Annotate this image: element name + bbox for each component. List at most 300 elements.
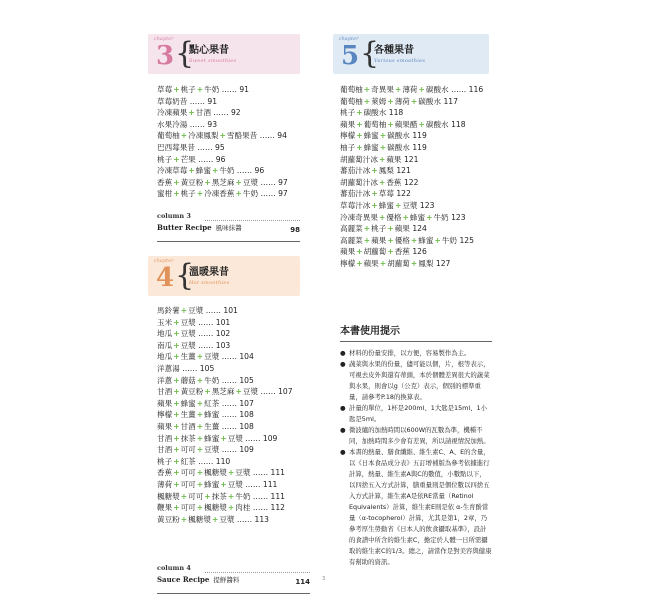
chapter-label: chapter	[154, 37, 174, 42]
plus-icon: +	[235, 189, 242, 199]
plus-icon: +	[379, 258, 387, 268]
recipe-ingredient: 胡蘿蔔汁冰	[340, 154, 378, 164]
plus-icon: +	[180, 306, 188, 315]
recipe-entry	[340, 119, 500, 131]
recipe-entry	[340, 223, 500, 235]
column-label: column 4	[157, 564, 191, 572]
recipe-ingredient: 冷凍蘋果	[157, 108, 188, 118]
plus-icon: +	[173, 387, 180, 397]
recipe-ingredient: 薄荷	[394, 96, 410, 106]
plus-icon: +	[418, 85, 425, 94]
recipe-entry	[157, 165, 302, 177]
recipe-ingredient: 檸檬	[340, 258, 356, 268]
guide-note-text: 材料的份量安排，以方便，容易製作為主。	[349, 349, 471, 357]
plus-icon: +	[188, 108, 195, 118]
recipe-ingredient: 香蕉	[157, 468, 173, 478]
recipe-ingredient: 葡萄柚	[157, 131, 180, 141]
plus-icon: +	[220, 433, 227, 443]
recipe-ingredient: 豆漿 …… 109	[204, 445, 254, 455]
plus-icon: +	[173, 503, 180, 513]
plus-icon: +	[371, 200, 378, 210]
recipe-entry	[340, 246, 500, 258]
plus-icon: +	[173, 177, 180, 187]
bullet-icon: ●	[340, 448, 346, 456]
recipe-ingredient: 牛奶 123	[433, 212, 466, 222]
recipe-entry	[157, 142, 302, 154]
recipe-entry	[340, 200, 500, 212]
recipe-ingredient: 蜂蜜	[204, 479, 220, 489]
recipe-ingredient: 牛奶 …… 97	[242, 189, 288, 199]
plus-icon: +	[204, 491, 211, 501]
plus-icon: +	[387, 119, 394, 129]
plus-icon: +	[211, 514, 219, 524]
plus-icon: +	[173, 468, 180, 478]
recipe-ingredient: 桃子	[340, 108, 356, 118]
recipe-ingredient: 蜂蜜	[363, 142, 379, 152]
plus-icon: +	[211, 166, 219, 176]
plus-icon: +	[410, 96, 418, 106]
chapter-subtitle: Sweet smoothies	[189, 58, 237, 64]
recipe-ingredient: 桃子	[157, 154, 173, 164]
guide-title: 本書使用提示	[340, 326, 400, 337]
guide-note	[340, 447, 492, 568]
recipe-ingredient: 葡萄柚	[340, 96, 363, 106]
chapter-title: 點心果昔	[189, 45, 229, 56]
recipe-ingredient: 高麗菜	[340, 224, 363, 234]
plus-icon: +	[371, 166, 378, 176]
recipe-ingredient: 可可	[180, 479, 196, 489]
recipe-ingredient: 可可	[180, 503, 196, 513]
plus-icon: +	[394, 200, 402, 210]
recipe-ingredient: 鞭果	[157, 503, 173, 513]
guide-note-text: 蔬菜與水果的份量，儘可能以個，片，根等表示，可視去皮外與還有蒂頭，本於個體差異很大的蔬菜與水果，則會以g（公克）表示，個別的標準重量，請參考P.18的換算表。	[349, 360, 490, 401]
plus-icon: +	[356, 119, 363, 129]
recipe-ingredient: 紅茶 …… 110	[180, 456, 231, 466]
column-title-en: Sauce Recipe	[157, 575, 210, 584]
recipe-ingredient: 蘋果醋	[394, 119, 418, 129]
recipe-ingredient: 可可	[188, 491, 204, 501]
chapter-number: 5	[341, 41, 360, 71]
chapter-label: chapter	[339, 37, 359, 42]
plus-icon: +	[173, 398, 180, 408]
column-title-zh: 提鮮醬料	[213, 576, 240, 584]
recipe-ingredient: 蜂蜜	[409, 212, 426, 222]
recipe-ingredient: 地瓜	[157, 352, 173, 362]
plus-icon: +	[363, 85, 371, 94]
dotted-rule	[205, 572, 310, 573]
recipe-ingredient: 地瓜	[157, 329, 173, 339]
recipe-ingredient: 蜂蜜 …… 108	[204, 410, 254, 420]
recipe-ingredient: 香蕉 126	[394, 247, 427, 257]
recipe-ingredient: 草莓	[157, 85, 173, 94]
plus-icon: +	[173, 85, 180, 94]
chapter-4-recipe-list	[157, 305, 302, 525]
chapter-label: chapter	[154, 259, 174, 264]
recipe-entry	[340, 130, 500, 142]
plus-icon: +	[378, 212, 386, 222]
recipe-ingredient: 碳酸水 117	[418, 96, 458, 106]
plus-icon: +	[173, 352, 180, 362]
recipe-ingredient: 鳳梨 121	[378, 166, 411, 176]
recipe-ingredient: 薄荷	[157, 479, 173, 489]
recipe-ingredient: 抹茶	[211, 491, 227, 501]
recipe-entry	[157, 491, 302, 503]
recipe-entry	[157, 444, 302, 456]
recipe-ingredient: 洋蔥	[157, 375, 173, 385]
recipe-ingredient: 黃豆粉	[180, 387, 204, 397]
plus-icon: +	[410, 258, 418, 268]
recipe-entry	[340, 107, 500, 119]
recipe-ingredient: 碳酸水 …… 116	[425, 85, 484, 94]
recipe-ingredient: 蕃茄汁冰	[340, 166, 371, 176]
recipe-entry	[157, 305, 302, 317]
recipe-ingredient: 蜂蜜	[180, 398, 196, 408]
plus-icon: +	[356, 142, 363, 152]
plus-icon: +	[204, 177, 211, 187]
plus-icon: +	[196, 189, 204, 199]
recipe-ingredient: 冷凍香蕉	[204, 189, 235, 199]
plus-icon: +	[418, 119, 425, 129]
column-page-number: 114	[295, 578, 310, 586]
plus-icon: +	[235, 177, 242, 187]
plus-icon: +	[371, 189, 378, 199]
plus-icon: +	[378, 154, 386, 164]
plus-icon: +	[196, 421, 204, 431]
plus-icon: +	[196, 398, 204, 408]
recipe-ingredient: 牛奶 …… 96	[219, 166, 265, 176]
recipe-entry	[340, 212, 500, 224]
plus-icon: +	[180, 131, 188, 141]
recipe-entry	[340, 84, 500, 96]
recipe-ingredient: 香蕉 122	[386, 177, 419, 187]
recipe-ingredient: 牛奶 …… 105	[204, 375, 254, 385]
recipe-ingredient: 高麗菜	[340, 235, 363, 245]
chapter-4-section	[148, 256, 300, 296]
plus-icon: +	[196, 433, 204, 443]
recipe-entry	[157, 479, 302, 491]
plus-icon: +	[173, 375, 180, 385]
recipe-ingredient: 甘酒	[157, 387, 173, 397]
plus-icon: +	[196, 445, 204, 455]
recipe-ingredient: 薄荷	[402, 85, 418, 94]
plus-icon: +	[379, 131, 387, 141]
plus-icon: +	[387, 224, 394, 234]
recipe-ingredient: 蘋果	[157, 421, 173, 431]
recipe-ingredient: 蜂蜜	[195, 166, 211, 176]
recipe-ingredient: 鳳梨 127	[418, 258, 451, 268]
plus-icon: +	[173, 340, 180, 350]
plus-icon: +	[173, 189, 180, 199]
guide-note	[340, 359, 492, 403]
guide-note	[340, 348, 492, 359]
bullet-icon: ●	[340, 349, 346, 357]
recipe-ingredient: 碳酸水 119	[387, 131, 427, 141]
recipe-entry	[157, 433, 302, 445]
recipe-ingredient: 蜜柑	[157, 189, 173, 199]
recipe-ingredient: 胡蘿蔔汁冰	[340, 177, 378, 187]
chapter-3-recipe-list	[157, 84, 302, 200]
recipe-ingredient: 檸檬	[340, 131, 356, 141]
chapter-4-header	[148, 256, 300, 296]
recipe-ingredient: 蘋果	[371, 235, 387, 245]
chapter-subtitle: Hot smoothies	[189, 280, 230, 286]
recipe-ingredient: 牛奶 125	[441, 235, 474, 245]
recipe-ingredient: 巴西莓果昔 …… 95	[157, 142, 225, 152]
bullet-icon: ●	[340, 404, 346, 412]
recipe-entry	[340, 177, 500, 189]
recipe-ingredient: 桃子	[180, 85, 196, 94]
recipe-ingredient: 豆漿 …… 101	[180, 317, 231, 327]
guide-note	[340, 425, 492, 447]
plus-icon: +	[196, 479, 204, 489]
guide-notes	[340, 348, 492, 568]
recipe-ingredient: 楓糖漿	[204, 503, 227, 513]
plus-icon: +	[173, 317, 180, 327]
recipe-ingredient: 可可	[180, 445, 196, 455]
plus-icon: +	[378, 177, 386, 187]
recipe-ingredient: 蜂蜜	[363, 131, 379, 141]
recipe-ingredient: 豆漿 …… 107	[242, 387, 293, 397]
plus-icon: +	[387, 235, 394, 245]
recipe-ingredient: 洋蔥湯 …… 105	[157, 363, 215, 373]
recipe-ingredient: 紅茶 …… 107	[204, 398, 254, 408]
recipe-ingredient: 豆漿 …… 103	[180, 340, 231, 350]
recipe-entry	[157, 340, 302, 352]
recipe-ingredient: 蘋果	[340, 247, 356, 257]
recipe-ingredient: 芒果 …… 96	[180, 154, 226, 164]
chapter-number: 3	[156, 41, 175, 71]
recipe-ingredient: 蘋果	[340, 119, 356, 129]
recipe-ingredient: 香蕉	[157, 177, 173, 187]
recipe-ingredient: 草莓 122	[378, 189, 411, 199]
plus-icon: +	[227, 491, 235, 501]
recipe-ingredient: 蘋果 121	[386, 154, 419, 164]
plus-icon: +	[356, 131, 363, 141]
guide-note-text: 計量的單位，1杯是200ml、1大匙是15ml、1小匙是5ml。	[349, 404, 487, 423]
recipe-entry	[340, 165, 500, 177]
guide-note-text: 本書的熱量、膳食纖維、維生素C、A、E的含量，以《日本食品成分表》五訂增補版為參考依據進行計算，熱量、維生素A與C的數值，小數點以下，以四捨五入方式計算，膳重量則是個位數以四捨五入方式計算，維生素A是依RE當量（Retinol Equivalents）計算，維生素E則是依 α-生育酚當量（α-tocopherol）計算，尤其是第1，2章，乃參考厚生勞動省《日本人的飲食攝取基準》，設計的食譜中所含的維生素C，擔定於人體一日所需攝取的維生素C的1/3。總之，請當作是對美容與健康有幫助的資訊。	[349, 448, 492, 566]
plus-icon: +	[196, 352, 204, 362]
column-page-number: 98	[290, 226, 300, 234]
recipe-ingredient: 桃子	[371, 224, 387, 234]
column-title	[157, 223, 300, 232]
recipe-ingredient: 冷凍鳳梨	[188, 131, 219, 141]
recipe-entry	[157, 317, 302, 329]
plus-icon: +	[434, 235, 441, 245]
recipe-ingredient: 葡萄柚	[363, 119, 387, 129]
recipe-entry	[157, 514, 302, 526]
plus-icon: +	[196, 375, 204, 385]
recipe-entry	[157, 467, 302, 479]
recipe-entry	[340, 235, 500, 247]
recipe-ingredient: 黃豆粉	[180, 177, 204, 187]
recipe-ingredient: 牛奶 …… 111	[235, 491, 285, 501]
plus-icon: +	[227, 503, 235, 513]
recipe-ingredient: 豆漿 123	[402, 200, 435, 210]
plus-icon: +	[387, 96, 394, 106]
page-number: 3	[322, 576, 326, 582]
recipe-entry	[157, 456, 302, 468]
plus-icon: +	[402, 212, 409, 222]
column-title-en: Butter Recipe	[157, 223, 212, 232]
recipe-ingredient: 楓糖漿	[204, 468, 227, 478]
recipe-ingredient: 豆漿 …… 97	[242, 177, 288, 187]
recipe-ingredient: 甘酒 …… 92	[195, 108, 241, 118]
column-bottom-rule	[157, 593, 310, 594]
plus-icon: +	[379, 142, 387, 152]
plus-icon: +	[173, 433, 180, 443]
plus-icon: +	[219, 131, 226, 141]
plus-icon: +	[173, 410, 180, 420]
recipe-entry	[340, 188, 500, 200]
recipe-entry	[157, 188, 302, 200]
usage-guide	[340, 322, 492, 568]
recipe-ingredient: 豆漿 …… 111	[227, 479, 278, 489]
recipe-ingredient: 碳酸水 118	[425, 119, 466, 129]
recipe-entry	[340, 96, 500, 108]
recipe-entry	[157, 409, 302, 421]
plus-icon: +	[196, 410, 204, 420]
recipe-entry	[157, 421, 302, 433]
recipe-ingredient: 甘酒	[157, 433, 173, 443]
column-4-box	[157, 564, 310, 596]
recipe-ingredient: 豆漿 …… 113	[219, 514, 270, 524]
recipe-entry	[157, 502, 302, 514]
recipe-entry	[157, 328, 302, 340]
chapter-3-header	[148, 34, 300, 74]
plus-icon: +	[173, 445, 180, 455]
recipe-ingredient: 優格	[386, 212, 402, 222]
recipe-entry	[157, 130, 302, 142]
plus-icon: +	[363, 235, 371, 245]
bullet-icon: ●	[340, 360, 346, 368]
chapter-3-section	[148, 34, 300, 74]
recipe-ingredient: 甘酒	[157, 445, 173, 455]
recipe-entry	[340, 258, 500, 270]
recipe-ingredient: 蘋果	[363, 258, 379, 268]
recipe-ingredient: 南瓜	[157, 340, 173, 350]
recipe-ingredient: 蜂蜜	[418, 235, 434, 245]
plus-icon: +	[173, 329, 180, 339]
bullet-icon: ●	[340, 426, 346, 434]
plus-icon: +	[220, 479, 227, 489]
recipe-ingredient: 黑芝麻	[211, 387, 235, 397]
recipe-entry	[157, 154, 302, 166]
recipe-entry	[340, 154, 500, 166]
plus-icon: +	[173, 154, 180, 164]
recipe-ingredient: 馬鈴薯	[157, 306, 180, 315]
plus-icon: +	[363, 224, 371, 234]
recipe-ingredient: 碳酸水 118	[363, 108, 404, 118]
plus-icon: +	[394, 85, 402, 94]
recipe-ingredient: 冷凍奇異果	[340, 212, 378, 222]
recipe-ingredient: 檸檬	[157, 410, 173, 420]
plus-icon: +	[196, 503, 204, 513]
plus-icon: +	[196, 85, 204, 94]
chapter-title: 溫暖果昔	[189, 267, 229, 278]
recipe-entry	[157, 351, 302, 363]
plus-icon: +	[356, 108, 363, 118]
recipe-ingredient: 優格	[394, 235, 410, 245]
recipe-ingredient: 豆漿 …… 109	[227, 433, 278, 443]
recipe-entry	[157, 386, 302, 398]
recipe-ingredient: 蘋果 124	[394, 224, 427, 234]
recipe-entry	[157, 375, 302, 387]
recipe-ingredient: 冷凍草莓	[157, 166, 188, 176]
dotted-rule	[205, 220, 300, 221]
recipe-ingredient: 黑芝麻	[211, 177, 235, 187]
recipe-ingredient: 抹茶	[180, 433, 196, 443]
recipe-ingredient: 柚子	[340, 142, 356, 152]
plus-icon: +	[180, 491, 188, 501]
recipe-ingredient: 桃子	[180, 189, 196, 199]
plus-icon: +	[235, 387, 242, 397]
recipe-ingredient: 蘑菇	[180, 375, 196, 385]
recipe-entry	[157, 398, 302, 410]
plus-icon: +	[180, 514, 188, 524]
recipe-ingredient: 蘋果	[157, 398, 173, 408]
column-label: column 3	[157, 212, 191, 220]
recipe-ingredient: 萊姆	[371, 96, 387, 106]
plus-icon: +	[426, 212, 433, 222]
brace-decoration: {	[360, 36, 380, 71]
plus-icon: +	[188, 166, 195, 176]
plus-icon: +	[173, 421, 180, 431]
recipe-ingredient: 豆漿 …… 101	[188, 306, 238, 315]
chapter-title: 各種果昔	[374, 45, 414, 56]
recipe-ingredient: 蜂蜜	[378, 200, 394, 210]
recipe-ingredient: 生薑 …… 108	[204, 421, 254, 431]
recipe-entry	[157, 119, 302, 131]
recipe-ingredient: 蕃茄汁冰	[340, 189, 371, 199]
plus-icon: +	[173, 456, 180, 466]
plus-icon: +	[173, 479, 180, 489]
brace-decoration: {	[175, 36, 195, 71]
recipe-ingredient: 胡蘿蔔	[363, 247, 387, 257]
recipe-ingredient: 豆漿 …… 102	[180, 329, 231, 339]
recipe-ingredient: 楓糖漿	[188, 514, 211, 524]
recipe-ingredient: 雪酪果昔 …… 94	[226, 131, 287, 141]
plus-icon: +	[356, 258, 363, 268]
recipe-ingredient: 草莓奶昔 …… 91	[157, 96, 218, 106]
recipe-ingredient: 楓糖漿	[157, 491, 180, 501]
plus-icon: +	[196, 468, 204, 478]
recipe-ingredient: 可可	[180, 468, 196, 478]
recipe-ingredient: 蜂蜜	[204, 433, 220, 443]
recipe-ingredient: 豆漿 …… 111	[235, 468, 285, 478]
recipe-ingredient: 桃子	[157, 456, 173, 466]
chapter-subtitle: Various smoothies	[374, 58, 426, 64]
recipe-ingredient: 葡萄柚	[340, 85, 363, 94]
plus-icon: +	[387, 247, 394, 257]
recipe-ingredient: 牛奶 …… 91	[204, 85, 249, 94]
plus-icon: +	[204, 387, 211, 397]
recipe-entry	[157, 177, 302, 189]
recipe-entry	[340, 142, 500, 154]
chapter-number: 4	[156, 263, 175, 293]
plus-icon: +	[363, 96, 371, 106]
column-3-box	[157, 212, 300, 244]
recipe-entry	[157, 84, 302, 96]
chapter-5-recipe-list	[340, 84, 500, 270]
guide-rule	[340, 341, 492, 342]
recipe-ingredient: 草莓汁冰	[340, 200, 371, 210]
recipe-entry	[157, 107, 302, 119]
column-bottom-rule	[157, 241, 300, 242]
plus-icon: +	[227, 468, 235, 478]
guide-note	[340, 403, 492, 425]
plus-icon: +	[356, 247, 363, 257]
